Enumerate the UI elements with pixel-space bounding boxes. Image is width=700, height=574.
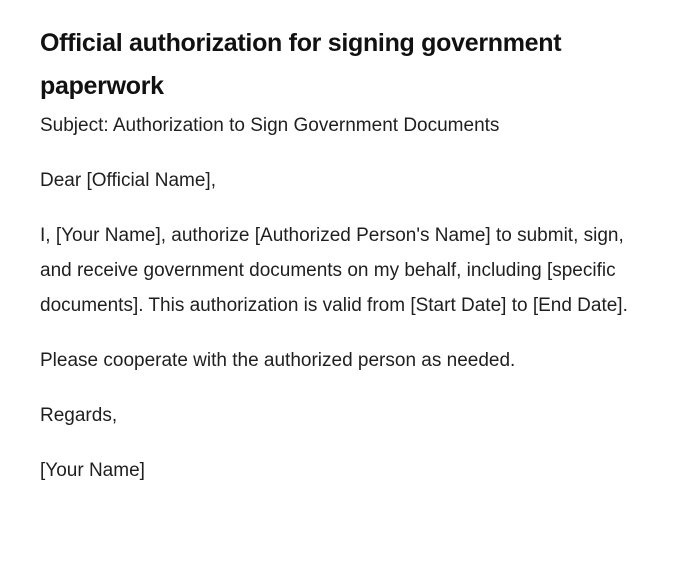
- request-paragraph: Please cooperate with the authorized person as needed.: [40, 350, 516, 371]
- document-title: Official authorization for signing government paperwork: [40, 29, 562, 100]
- salutation: Dear [Official Name],: [40, 170, 216, 191]
- closing: Regards,: [40, 405, 118, 426]
- subject-line: Subject: Authorization to Sign Government Documents: [40, 115, 500, 136]
- signature-name: [Your Name]: [40, 460, 145, 481]
- body-paragraph: I, [Your Name], authorize [Authorized Person's Name] to submit, sign, and receive government documents on my behalf, including [specific documents]. This authorization is valid from [Start Date] to [End Date].: [40, 225, 628, 316]
- letter-document: [40, 22, 660, 508]
